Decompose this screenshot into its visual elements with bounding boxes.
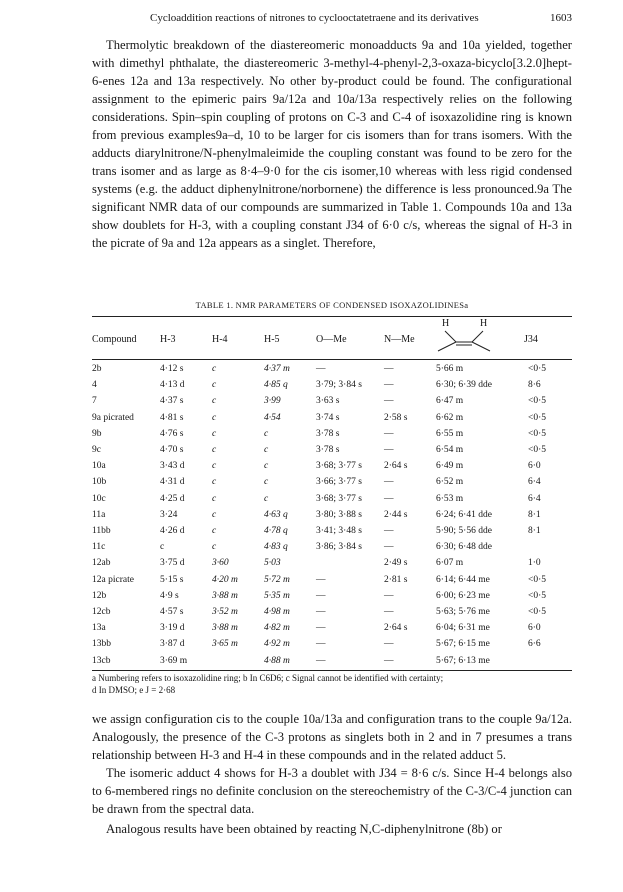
olefin-structure-icon xyxy=(432,329,496,353)
cell-h4: c xyxy=(212,461,217,472)
cell-compound: 11c xyxy=(92,542,106,553)
cell-nme: — xyxy=(384,364,394,374)
cell-nme: 2·64 s xyxy=(384,461,408,472)
cell-ome: — xyxy=(316,623,326,634)
cell-nme: — xyxy=(384,493,394,504)
cell-compound: 2b xyxy=(92,364,102,374)
cell-h4: c xyxy=(212,526,217,536)
footnote-line-1: a Numbering refers to isoxazolidine ring; b In C6D6; c Signal cannot be identified with certainty; xyxy=(92,673,444,683)
cell-h3: 4·70 s xyxy=(160,445,184,455)
cell-nme: 2·49 s xyxy=(384,558,408,569)
cell-h5: 4·63 q xyxy=(264,509,288,520)
running-header xyxy=(92,12,572,26)
cell-nme: 2·58 s xyxy=(384,412,408,423)
table-row xyxy=(0,623,623,637)
cell-j34: <0·5 xyxy=(528,396,547,407)
cell-h4: c xyxy=(212,412,217,423)
cell-olefin: 6·55 m xyxy=(436,428,464,439)
paragraph-1: Thermolytic breakdown of the diastereomeric monoadducts 9a and 10a yielded, together with dimethyl phthalate, the diastereomeric 3-methyl-4-phenyl-2,3-oxaza-bicyclo[3.2.0]hept-6-enes 12a and 13a respectively. No other by-product could be found. The configurational assignment to the epimeric pairs 9a/12a and 10a/13a respectively relies on the following considerations. Spin–spin coupling of protons on C-3 and C-4 of isoxazolidine ring is known from previous examples9a–d, 10 to be larger for cis isomers than for trans isomers. With the adducts diarylnitrone/N-phenylmaleimide the coupling constant was found to be zero for the trans isomer and as large as 8·4–9·0 for the cis isomer,10 whereas with less rigid condensed systems (e.g. the adduct diphenylnitrone/norbornene) the difference is less pronounced.9a The significant NMR data of our compounds are summarized in Table 1. Compounds 10a and 13a show doublets for H-3, with a coupling constant J34 of 6·0 c/s, whereas the signal of H-3 in the picrate of 9a and 12a appears as a singlet. Therefore, xyxy=(92,38,572,250)
cell-h4: 3·60 xyxy=(212,558,229,569)
cell-h4: c xyxy=(212,445,217,455)
col-header-nme: N—Me xyxy=(384,334,415,345)
col-header-olefin-h-right: H xyxy=(480,318,488,329)
cell-olefin: 6·14; 6·44 me xyxy=(436,574,490,585)
cell-olefin: 6·30; 6·48 dde xyxy=(436,542,492,553)
paragraph-2-text: we assign configuration cis to the couple 10a/13a and configuration trans to the couple 9a/12a. Analogously, the presence of the C-3 protons as singlets both in 2 and in 7 presumes a trans relationship between H-3 and H-4 in these compounds and in the related adduct 5. xyxy=(92,712,572,762)
cell-h5: 4·37 m xyxy=(264,364,290,374)
cell-nme: — xyxy=(384,607,394,617)
cell-ome: 3·41; 3·48 s xyxy=(316,526,362,536)
cell-ome: 3·68; 3·77 s xyxy=(316,461,362,472)
cell-compound: 12b xyxy=(92,590,107,601)
cell-nme: — xyxy=(384,542,394,553)
cell-compound: 12cb xyxy=(92,607,111,617)
cell-olefin: 6·00; 6·23 me xyxy=(436,590,490,601)
cell-j34: 6·6 xyxy=(528,639,541,650)
table-top-rule xyxy=(92,316,572,317)
cell-h5: c xyxy=(264,477,269,488)
cell-olefin: 5·63; 5·76 me xyxy=(436,607,490,617)
cell-h4: 3·52 m xyxy=(212,607,238,617)
cell-olefin: 6·54 m xyxy=(436,445,464,455)
table-row xyxy=(0,494,623,508)
cell-h3: 3·19 d xyxy=(160,623,185,634)
cell-h3: 3·24 xyxy=(160,509,178,520)
cell-nme: — xyxy=(384,526,394,536)
cell-compound: 9a picrated xyxy=(92,412,134,423)
cell-olefin: 6·04; 6·31 me xyxy=(436,623,490,634)
table-header-rule xyxy=(92,359,572,360)
cell-j34: <0·5 xyxy=(528,445,547,455)
cell-compound: 4 xyxy=(92,380,97,391)
cell-h4: c xyxy=(212,396,217,407)
cell-nme: 2·81 s xyxy=(384,574,408,585)
cell-h3: 4·9 s xyxy=(160,590,179,601)
cell-j34: 6·0 xyxy=(528,623,541,634)
running-title: Cycloaddition reactions of nitrones to cyclooctatetraene and its derivatives xyxy=(150,12,479,24)
table-row xyxy=(0,413,623,427)
cell-ome: 3·68; 3·77 s xyxy=(316,493,362,504)
table-row xyxy=(0,429,623,443)
cell-h3: 4·81 s xyxy=(160,412,184,423)
cell-h3: 4·76 s xyxy=(160,428,184,439)
cell-ome: 3·79; 3·84 s xyxy=(316,380,362,391)
cell-olefin: 6·49 m xyxy=(436,461,464,472)
cell-h3: 5·15 s xyxy=(160,574,184,585)
cell-h4: 4·20 m xyxy=(212,574,238,585)
table-bottom-rule xyxy=(92,670,572,671)
cell-h3: c xyxy=(160,542,165,553)
cell-h5: 5·72 m xyxy=(264,574,290,585)
paragraph-3: Analogous results have been obtained by reacting N,C-diphenylnitrone (8b) or xyxy=(106,822,502,836)
cell-h3: 4·12 s xyxy=(160,364,184,374)
table-row xyxy=(0,364,623,378)
cell-compound: 10c xyxy=(92,493,106,504)
cell-nme: — xyxy=(384,396,394,407)
cell-compound: 7 xyxy=(92,396,97,407)
cell-j34: 8·1 xyxy=(528,509,541,520)
cell-compound: 13cb xyxy=(92,655,111,666)
cell-compound: 11bb xyxy=(92,526,111,536)
cell-ome: — xyxy=(316,639,326,650)
cell-h3: 3·75 d xyxy=(160,558,185,569)
cell-nme: — xyxy=(384,428,394,439)
cell-j34: 8·1 xyxy=(528,526,541,536)
cell-olefin: 6·07 m xyxy=(436,558,464,569)
table-row xyxy=(0,591,623,605)
cell-olefin: 5·67; 6·15 me xyxy=(436,639,490,650)
cell-h5: 4·88 m xyxy=(264,655,290,666)
cell-h3: 3·87 d xyxy=(160,639,185,650)
table-row xyxy=(0,477,623,491)
cell-nme: — xyxy=(384,380,394,391)
cell-nme: 2·44 s xyxy=(384,509,408,520)
cell-compound: 13a xyxy=(92,623,106,634)
table-footnotes xyxy=(92,672,572,696)
cell-ome: — xyxy=(316,590,326,601)
cell-j34: 6·0 xyxy=(528,461,541,472)
cell-h3: 4·37 s xyxy=(160,396,184,407)
table-row xyxy=(0,510,623,524)
col-header-olefin-h-left: H xyxy=(442,318,450,329)
col-header-ome: O—Me xyxy=(316,334,347,345)
paragraph-2b-text: The isomeric adduct 4 shows for H-3 a doublet with J34 = 8·6 c/s. Since H-4 belongs also to 6-membered rings no definite conclusion on the stereochemistry of the C-3/C-4 junction can be drawn from the spectral data. xyxy=(92,766,572,816)
cell-compound: 12ab xyxy=(92,558,111,569)
cell-j34: <0·5 xyxy=(528,574,547,585)
table-row xyxy=(0,526,623,540)
table-row xyxy=(0,558,623,572)
cell-compound: 9c xyxy=(92,445,101,455)
cell-compound: 9b xyxy=(92,428,102,439)
cell-h5: 3·99 xyxy=(264,396,281,407)
cell-ome: 3·80; 3·88 s xyxy=(316,509,362,520)
cell-compound: 11a xyxy=(92,509,106,520)
table-row xyxy=(0,396,623,410)
cell-ome: 3·66; 3·77 s xyxy=(316,477,362,488)
cell-h5: 4·54 xyxy=(264,412,281,423)
cell-ome: 3·78 s xyxy=(316,428,340,439)
cell-olefin: 6·30; 6·39 dde xyxy=(436,380,492,391)
col-header-h3: H-3 xyxy=(160,334,176,345)
cell-h4: 3·65 m xyxy=(212,639,238,650)
table-caption: TABLE 1. NMR PARAMETERS OF CONDENSED ISOXAZOLIDINESa xyxy=(195,300,469,310)
cell-h5: 4·92 m xyxy=(264,639,290,650)
cell-nme: — xyxy=(384,590,394,601)
cell-compound: 12a picrate xyxy=(92,574,134,585)
table-row xyxy=(0,607,623,621)
cell-h5: 4·78 q xyxy=(264,526,288,536)
page-number: 1603 xyxy=(550,12,572,24)
cell-h3: 4·31 d xyxy=(160,477,185,488)
col-header-h5: H-5 xyxy=(264,334,280,345)
cell-h4: c xyxy=(212,364,217,374)
cell-h3: 4·26 d xyxy=(160,526,185,536)
cell-nme: 2·64 s xyxy=(384,623,408,634)
col-header-h4: H-4 xyxy=(212,334,228,345)
table-row xyxy=(0,656,623,670)
cell-olefin: 5·90; 5·56 dde xyxy=(436,526,492,536)
cell-nme: — xyxy=(384,639,394,650)
cell-olefin: 5·67; 6·13 me xyxy=(436,655,490,666)
cell-ome: 3·86; 3·84 s xyxy=(316,542,362,553)
table-row xyxy=(0,639,623,653)
cell-olefin: 6·62 m xyxy=(436,412,464,423)
cell-j34: <0·5 xyxy=(528,412,547,423)
cell-j34: 1·0 xyxy=(528,558,541,569)
table-row xyxy=(0,575,623,589)
cell-h4: c xyxy=(212,509,217,520)
cell-h4: c xyxy=(212,380,217,391)
cell-ome: — xyxy=(316,655,326,666)
cell-ome: — xyxy=(316,574,326,585)
cell-h5: 4·98 m xyxy=(264,607,290,617)
cell-h4: c xyxy=(212,493,217,504)
paragraph-2 xyxy=(92,710,572,818)
cell-olefin: 5·66 m xyxy=(436,364,464,374)
cell-h3: 3·43 d xyxy=(160,461,185,472)
cell-h4: c xyxy=(212,477,217,488)
cell-j34: 6·4 xyxy=(528,477,541,488)
cell-j34: 6·4 xyxy=(528,493,541,504)
cell-h4: 3·88 m xyxy=(212,623,238,634)
table-row xyxy=(0,380,623,394)
footnote-line-2: d In DMSO; e J = 2·68 xyxy=(92,685,176,695)
cell-nme: — xyxy=(384,445,394,455)
cell-ome: — xyxy=(316,607,326,617)
cell-h3: 4·57 s xyxy=(160,607,184,617)
cell-h3: 4·25 d xyxy=(160,493,185,504)
cell-h5: 4·83 q xyxy=(264,542,288,553)
cell-h5: 4·82 m xyxy=(264,623,290,634)
cell-h5: 5·35 m xyxy=(264,590,290,601)
cell-olefin: 6·47 m xyxy=(436,396,464,407)
cell-olefin: 6·53 m xyxy=(436,493,464,504)
cell-j34: 8·6 xyxy=(528,380,541,391)
cell-h5: c xyxy=(264,428,269,439)
table-row xyxy=(0,542,623,556)
table-row xyxy=(0,461,623,475)
cell-h4: 3·88 m xyxy=(212,590,238,601)
cell-j34: <0·5 xyxy=(528,607,547,617)
cell-h4: c xyxy=(212,428,217,439)
cell-compound: 10b xyxy=(92,477,107,488)
cell-h4: c xyxy=(212,542,217,553)
cell-compound: 13bb xyxy=(92,639,111,650)
cell-h5: c xyxy=(264,493,269,504)
cell-olefin: 6·52 m xyxy=(436,477,464,488)
cell-j34: <0·5 xyxy=(528,590,547,601)
cell-h5: c xyxy=(264,445,269,455)
table-row xyxy=(0,445,623,459)
cell-j34: <0·5 xyxy=(528,364,547,374)
cell-h5: 5·03 xyxy=(264,558,281,569)
col-header-j34: J34 xyxy=(524,334,538,345)
cell-h3: 3·69 m xyxy=(160,655,188,666)
cell-h5: c xyxy=(264,461,269,472)
cell-h3: 4·13 d xyxy=(160,380,185,391)
cell-nme: — xyxy=(384,655,394,666)
cell-compound: 10a xyxy=(92,461,106,472)
cell-j34: <0·5 xyxy=(528,428,547,439)
col-header-compound: Compound xyxy=(92,334,137,345)
cell-ome: 3·78 s xyxy=(316,445,340,455)
cell-ome: — xyxy=(316,364,326,374)
cell-h5: 4·85 q xyxy=(264,380,288,391)
cell-ome: 3·74 s xyxy=(316,412,340,423)
cell-ome: 3·63 s xyxy=(316,396,340,407)
cell-nme: — xyxy=(384,477,394,488)
cell-olefin: 6·24; 6·41 dde xyxy=(436,509,492,520)
